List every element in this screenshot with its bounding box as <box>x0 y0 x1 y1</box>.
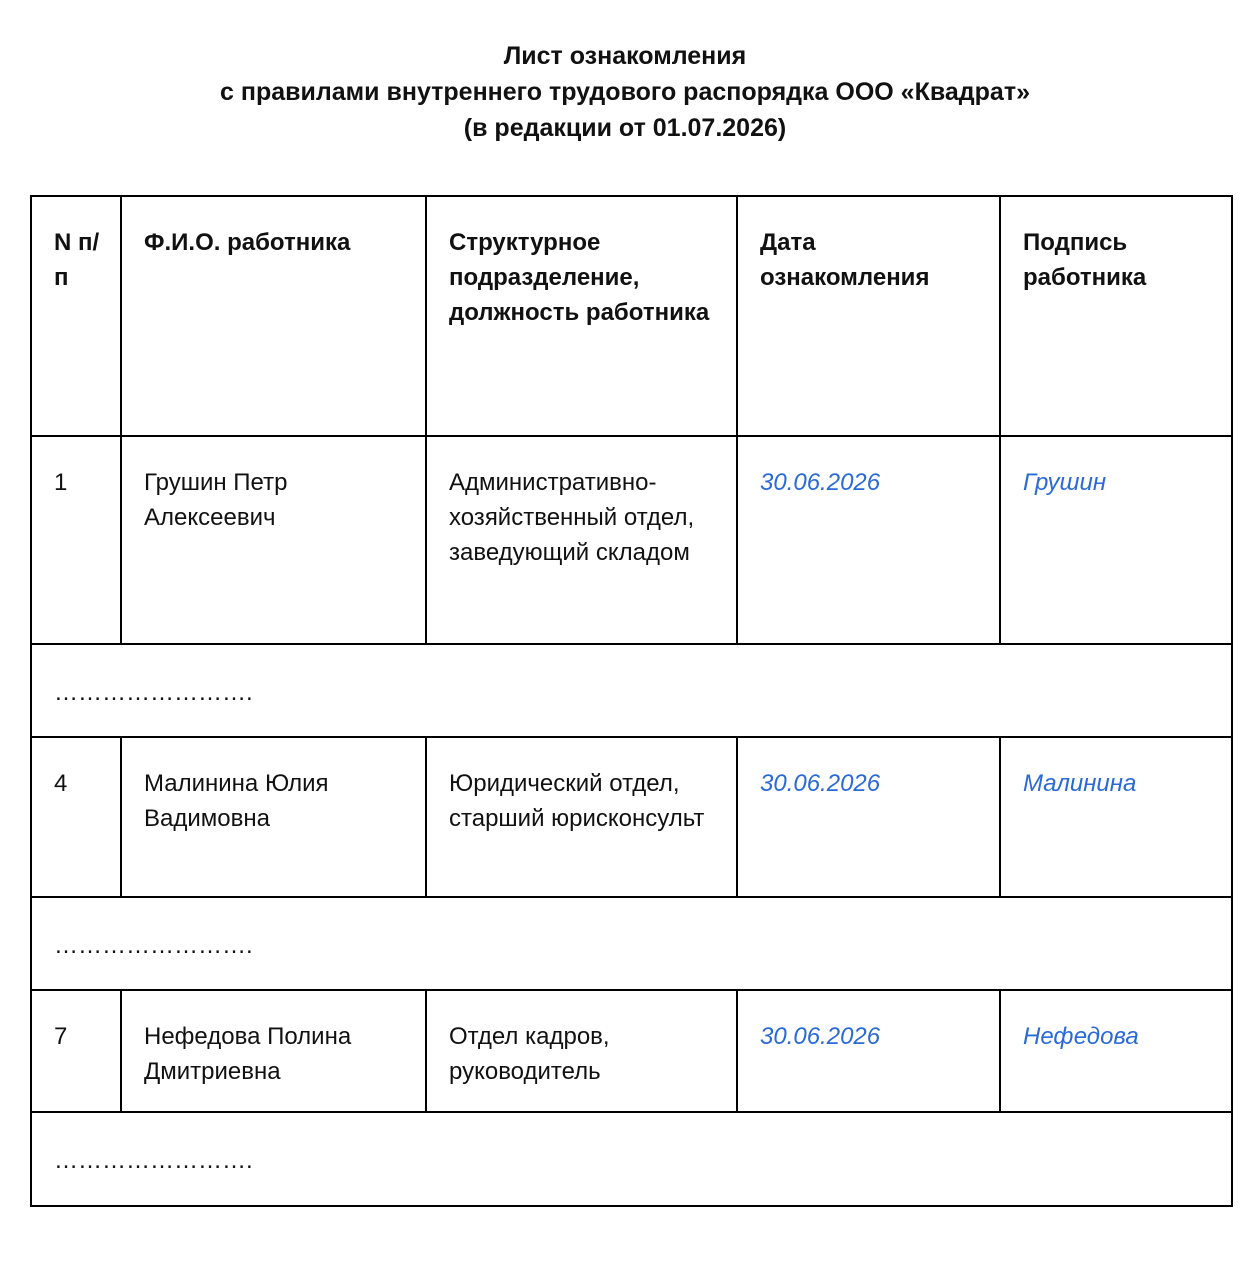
title-line-2: с правилами внутреннего трудового распорядка ООО «Квадрат» <box>220 78 1030 106</box>
header-name: Ф.И.О. работника <box>121 196 426 436</box>
header-date: Дата ознакомления <box>737 196 1000 436</box>
table-header-row <box>31 196 1232 436</box>
row-number: 7 <box>31 990 121 1112</box>
table-row <box>31 436 1232 644</box>
row-number: 1 <box>31 436 121 644</box>
ellipsis-text: ……………………. <box>31 644 1232 737</box>
header-department: Структурное подразделение, должность работника <box>426 196 737 436</box>
row-date: 30.06.2026 <box>737 436 1000 644</box>
table-row <box>31 990 1232 1112</box>
row-department: Административно-хозяйственный отдел, заведующий складом <box>426 436 737 644</box>
table-row <box>31 737 1232 897</box>
row-name: Малинина Юлия Вадимовна <box>121 737 426 897</box>
ellipsis-row <box>31 1112 1232 1206</box>
row-date: 30.06.2026 <box>737 990 1000 1112</box>
row-signature: Нефедова <box>1000 990 1232 1112</box>
row-department: Юридический отдел, старший юрисконсульт <box>426 737 737 897</box>
row-number: 4 <box>31 737 121 897</box>
ellipsis-row <box>31 644 1232 737</box>
title-line-1: Лист ознакомления <box>503 42 747 70</box>
row-date: 30.06.2026 <box>737 737 1000 897</box>
ellipsis-text: ……………………. <box>31 897 1232 990</box>
acquaintance-table <box>30 195 1233 1207</box>
row-name: Нефедова Полина Дмитриевна <box>121 990 426 1112</box>
document-title <box>0 38 1250 146</box>
row-signature: Грушин <box>1000 436 1232 644</box>
ellipsis-row <box>31 897 1232 990</box>
header-signature: Подпись работника <box>1000 196 1232 436</box>
row-department: Отдел кадров, руководитель <box>426 990 737 1112</box>
ellipsis-text: ……………………. <box>31 1112 1232 1206</box>
row-signature: Малинина <box>1000 737 1232 897</box>
header-number: N п/п <box>31 196 121 436</box>
title-line-3: (в редакции от 01.07.2026) <box>463 114 787 142</box>
row-name: Грушин Петр Алексеевич <box>121 436 426 644</box>
